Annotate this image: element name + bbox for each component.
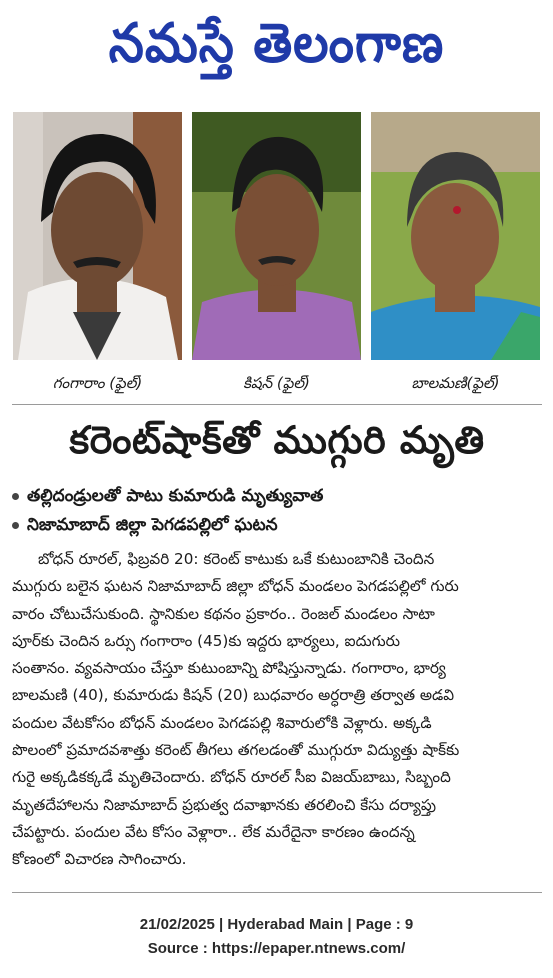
body-line: సంతానం. వ్యవసాయం చేస్తూ కుటుంబాన్ని పోషిస్తున్నాడు. గంగారాం, భార్య — [12, 659, 446, 678]
masthead — [0, 0, 553, 100]
photo-balamani — [371, 112, 540, 360]
masthead-title: నమస్తే తెలంగాణ — [108, 11, 445, 75]
bullet-icon — [12, 493, 19, 500]
bullet-item — [12, 515, 278, 539]
caption-kishan: కిషన్ (ఫైల్) — [243, 374, 310, 392]
bullet-text: తల్లిదండ్రులతో పాటు కుమారుడి మృత్యువాత — [27, 486, 324, 506]
caption-gangaram: గంగారాం (ఫైల్) — [52, 374, 143, 392]
article-body — [12, 546, 542, 874]
bullet-item — [12, 486, 323, 510]
footer-edition: 21/02/2025 | Hyderabad Main | Page : 9 — [139, 916, 414, 933]
divider-bottom — [12, 892, 542, 893]
bullet-text: నిజామాబాద్ జిల్లా పెగడపల్లిలో ఘటన — [27, 515, 278, 535]
bullet-icon — [12, 522, 19, 529]
body-line: వారం చోటుచేసుకుంది. స్థానికుల కథనం ప్రకారం.. రెంజల్ మండలం సాటా — [12, 604, 435, 623]
body-line: గురై అక్కడికక్కడే మృతిచెందారు. బోధన్ రూరల్ సీఐ విజయ్‌బాబు, సిబ్బంది — [12, 768, 451, 787]
body-line: ముగ్గురు బలైన ఘటన నిజామాబాద్ జిల్లా బోధన్ మండలం పెగడపల్లిలో గురు — [12, 577, 459, 596]
divider-top — [12, 404, 542, 405]
caption-balamani: బాలమణి(ఫైల్) — [411, 374, 500, 392]
footer-source: Source : https://epaper.ntnews.com/ — [147, 940, 406, 957]
body-line: పందుల వేటకోసం బోధన్ మండలం పెగడపల్లి శివారులోకి వెళ్లారు. అక్కడి — [12, 713, 432, 732]
photo-kishan — [192, 112, 361, 360]
body-line: బోధన్ రూరల్, ఫిబ్రవరి 20: కరెంట్ కాటుకు ఒకే కుటుంబానికి చెందిన — [38, 550, 435, 568]
photo-gangaram — [13, 112, 182, 360]
body-line: పూర్‌కు చెందిన ఒర్సు గంగారాం (45)కు ఇద్దరు భార్యలు, ఐదుగురు — [12, 631, 400, 650]
body-line: బాలమణి (40), కుమారుడు కిషన్ (20) బుధవారం అర్ధరాత్రి తర్వాత అడవి — [12, 686, 455, 705]
headline: కరెంట్‌షాక్‌తో ముగ్గురి మృతి — [69, 418, 485, 462]
body-line: చేపట్టారు. పందుల వేట కోసం వెళ్లారా.. లేక మరేదైనా కారణం ఉందన్న — [12, 822, 415, 841]
body-line: కోణంలో విచారణ సాగించారు. — [12, 850, 187, 869]
body-line: పొలంలో ప్రమాదవశాత్తు కరెంట్ తీగలు తగలడంతో ముగ్గురూ విద్యుత్తు షాక్‌కు — [12, 741, 460, 760]
body-line: మృతదేహాలను నిజామాబాద్ ప్రభుత్వ దవాఖానకు తరలించి కేసు దర్యాప్తు — [12, 795, 437, 814]
